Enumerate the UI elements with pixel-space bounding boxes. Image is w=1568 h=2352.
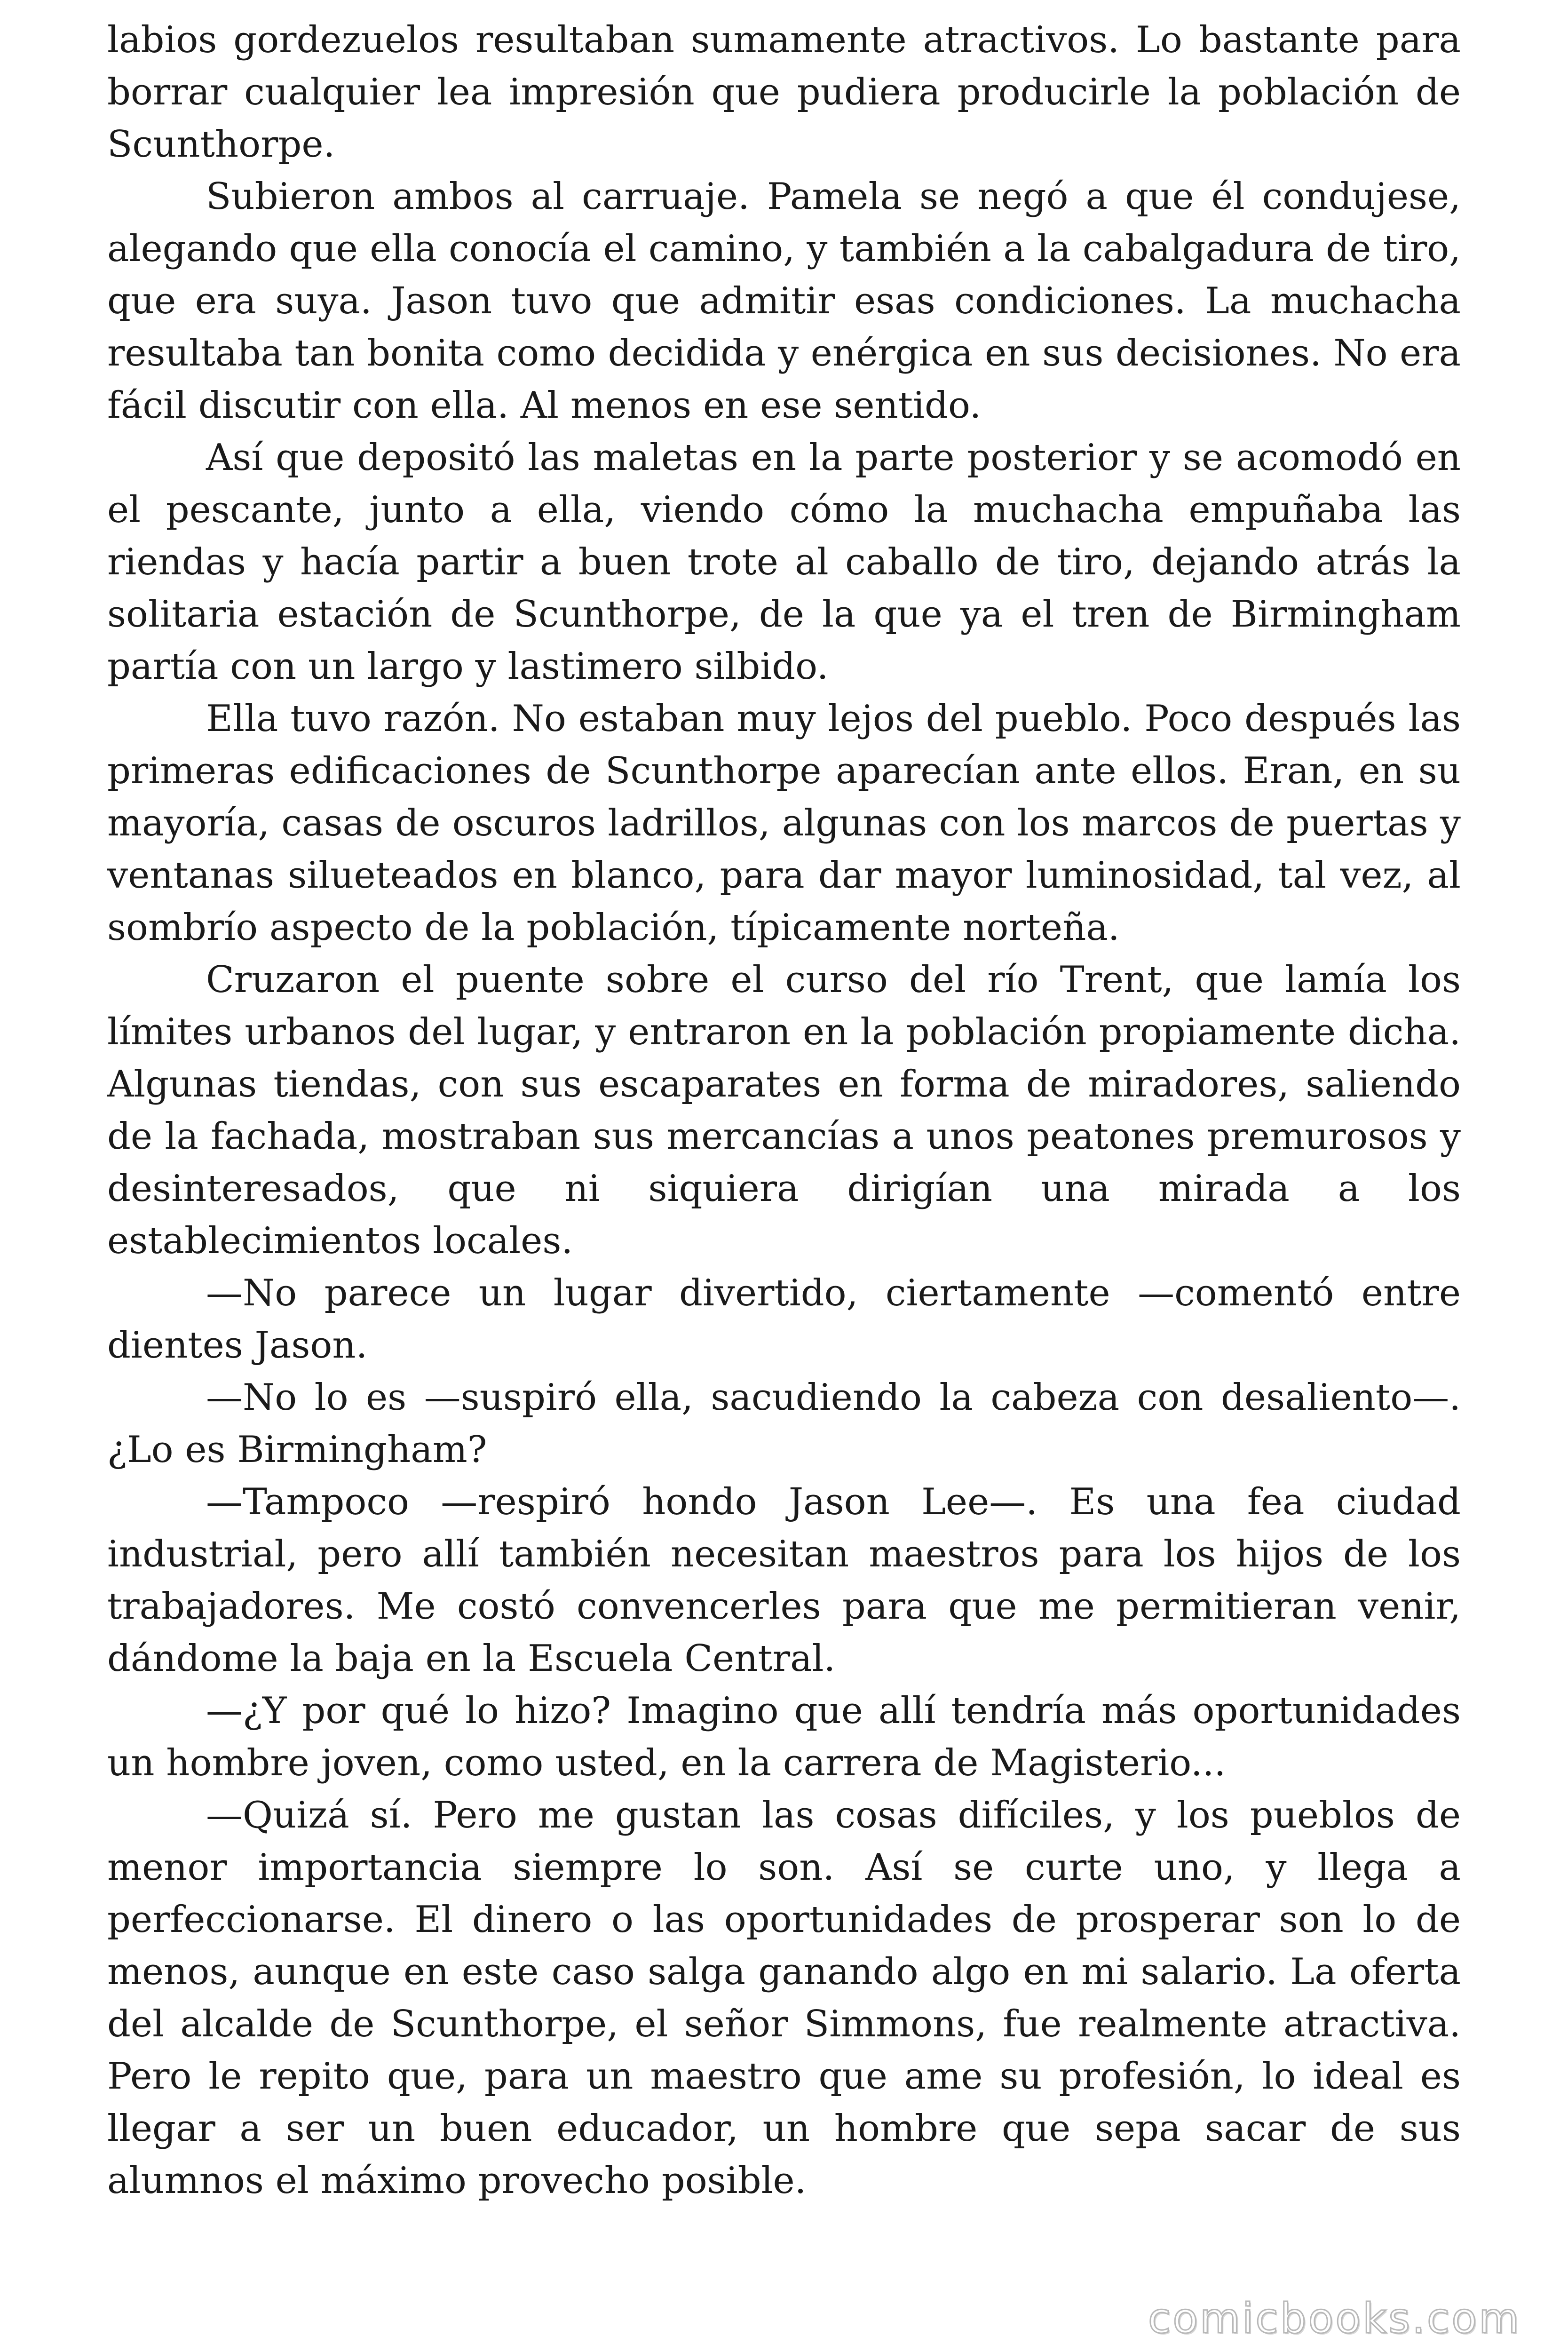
paragraph-8: —Tampoco —respiró hondo Jason Lee—. Es una fea ciudad industrial, pero allí también necesitan maestros para los hijos de los trabajadores. Me costó convencerles para que me permitieran venir, dándome la baja en la Escuela Central. <box>107 1481 1461 1680</box>
paragraph-1: labios gordezuelos resultaban sumamente atractivos. Lo bastante para borrar cualquier lea impresión que pudiera producirle la población de Scunthorpe. <box>107 19 1461 166</box>
paragraph-10: —Quizá sí. Pero me gustan las cosas difíciles, y los pueblos de menor importancia siempre lo son. Así se curte uno, y llega a perfeccionarse. El dinero o las oportunidades de prosperar son lo de menos, aunque en este caso salga ganando algo en mi salario. La oferta del alcalde de Scunthorpe, el señor Simmons, fue realmente atractiva. Pero le repito que, para un maestro que ame su profesión, lo ideal es llegar a ser un buen educador, un hombre que sepa sacar de sus alumnos el máximo provecho posible. <box>107 1794 1461 2202</box>
book-page-text <box>107 14 1461 2207</box>
paragraph-4: Ella tuvo razón. No estaban muy lejos del pueblo. Poco después las primeras edificaciones de Scunthorpe aparecían ante ellos. Eran, en su mayoría, casas de oscuros ladrillos, algunas con los marcos de puertas y ventanas silueteados en blanco, para dar mayor luminosidad, tal vez, al sombrío aspecto de la población, típicamente norteña. <box>107 698 1461 949</box>
paragraph-3: Así que depositó las maletas en la parte posterior y se acomodó en el pescante, junto a ella, viendo cómo la muchacha empuñaba las riendas y hacía partir a buen trote al caballo de tiro, dejando atrás la solitaria estación de Scunthorpe, de la que ya el tren de Birmingham partía con un largo y lastimero silbido. <box>107 437 1461 688</box>
paragraph-9: —¿Y por qué lo hizo? Imagino que allí tendría más oportunidades un hombre joven, como usted, en la carrera de Magisterio... <box>107 1690 1461 1784</box>
watermark: comicbooks.com <box>1148 2294 1521 2343</box>
paragraph-6: —No parece un lugar divertido, ciertamente —comentó entre dientes Jason. <box>107 1272 1461 1367</box>
paragraph-5: Cruzaron el puente sobre el curso del río Trent, que lamía los límites urbanos del lugar, y entraron en la población propiamente dicha. Algunas tiendas, con sus escaparates en forma de miradores, saliendo de la fachada, mostraban sus mercancías a unos peatones premurosos y desinteresados, que ni siquiera dirigían una mirada a los establecimientos locales. <box>107 959 1461 1262</box>
paragraph-7: —No lo es —suspiró ella, sacudiendo la cabeza con desaliento—. ¿Lo es Birmingham? <box>107 1376 1461 1471</box>
paragraph-2: Subieron ambos al carruaje. Pamela se negó a que él condujese, alegando que ella conocía el camino, y también a la cabalgadura de tiro, que era suya. Jason tuvo que admitir esas condiciones. La muchacha resultaba tan bonita como decidida y enérgica en sus decisiones. No era fácil discutir con ella. Al menos en ese sentido. <box>107 175 1461 427</box>
